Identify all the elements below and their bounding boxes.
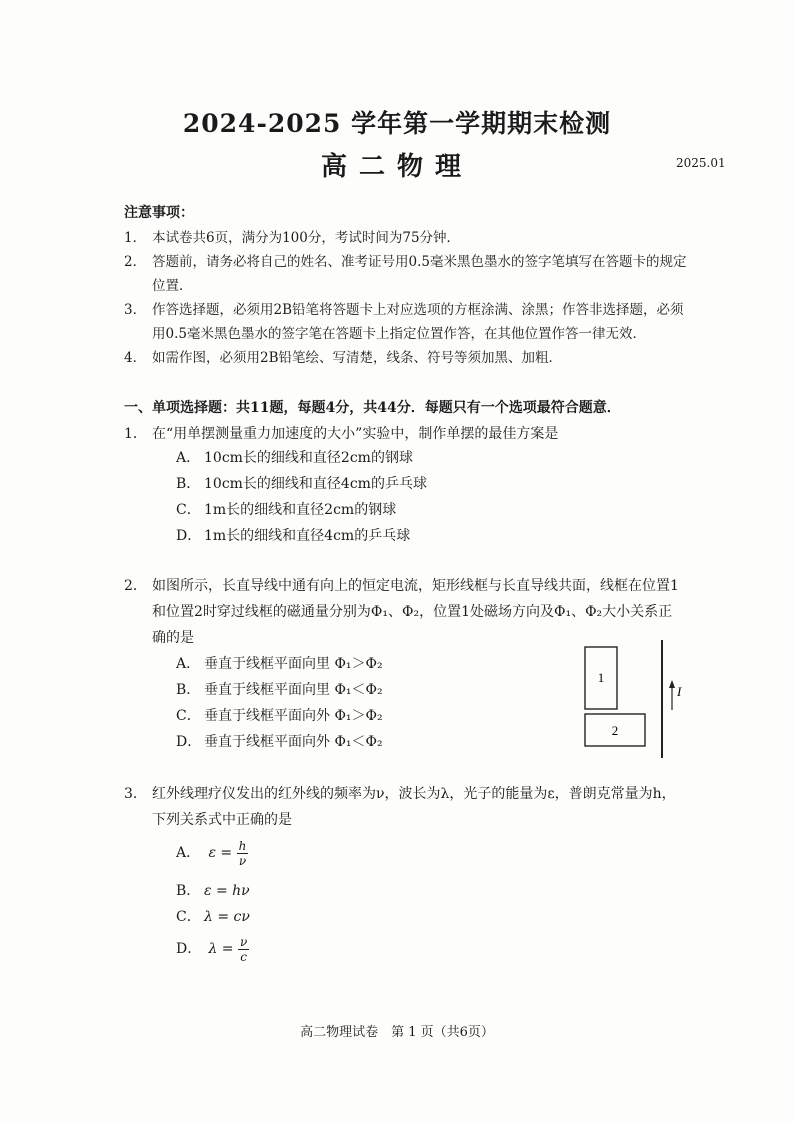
question-number: 1． (124, 426, 147, 442)
option-b (176, 880, 250, 900)
formula-fraction (237, 839, 249, 868)
current-label: I (677, 684, 682, 699)
formula-lhs: ε = (208, 845, 233, 861)
coil-1-label: 1 (597, 670, 605, 685)
option-text: 垂直于线框平面向里 Φ₁＜Φ₂ (204, 682, 383, 698)
note-line (124, 322, 734, 346)
option-c (176, 705, 383, 725)
option-d (176, 525, 410, 545)
note-text: 本试卷共6页，满分为100分，考试时间为75分钟． (152, 230, 461, 246)
option-text: 1m长的细线和直径2cm的钢球 (204, 502, 397, 518)
option-text: 垂直于线框平面向里 Φ₁＞Φ₂ (204, 656, 383, 672)
fraction-numerator: h (238, 838, 247, 853)
note-number: 1． (124, 230, 147, 246)
option-label: C． (176, 708, 201, 724)
question-text: 红外线理疗仪发出的红外线的频率为ν，波长为λ，光子的能量为ε，普朗克常量为h， (152, 786, 676, 802)
option-c (176, 906, 250, 926)
note-text: 位置． (152, 278, 193, 294)
question-stem-line (124, 599, 744, 625)
option-label: B． (176, 682, 201, 698)
note-line (124, 298, 734, 322)
option-formula: λ = cν (204, 909, 250, 925)
question-stem-line (124, 573, 744, 599)
option-label: D． (176, 528, 202, 544)
question-stem (124, 421, 744, 447)
option-text: 垂直于线框平面向外 Φ₁＜Φ₂ (204, 734, 383, 750)
note-text: 用0.5毫米黑色墨水的签字笔在答题卡上指定位置作答，在其他位置作答一律无效． (152, 326, 646, 342)
option-text: 10cm长的细线和直径4cm的乒乓球 (204, 476, 427, 492)
option-label: B． (176, 476, 201, 492)
option-label: A． (176, 845, 201, 861)
page-subtitle: 高二物理 (320, 152, 473, 182)
option-label: B． (176, 883, 201, 899)
question-text: 在“用单摆测量重力加速度的大小”实验中，制作单摆的最佳方案是 (152, 426, 559, 442)
wire-and-coil-figure (578, 640, 688, 765)
note-text: 如需作图，必须用2B铅笔绘、写清楚，线条、符号等须加黑、加粗． (152, 350, 563, 366)
option-label: D． (176, 941, 202, 957)
option-b (176, 473, 427, 493)
question-number: 3． (124, 786, 147, 802)
question-stem-line (124, 807, 744, 833)
option-text: 1m长的细线和直径4cm的乒乓球 (204, 528, 411, 544)
question-text: 如图所示，长直导线中通有向上的恒定电流，矩形线框与长直导线共面，线框在位置1 (152, 578, 679, 594)
option-a (176, 447, 413, 467)
option-label: A． (176, 450, 201, 466)
note-text: 作答选择题，必须用2B铅笔将答题卡上对应选项的方框涂满、涂黑；作答非选择题，必须 (152, 302, 684, 318)
note-number: 2． (124, 254, 147, 270)
note-line (124, 346, 734, 370)
option-formula: ε = hν (204, 883, 250, 899)
page-footer: 高二物理试卷 第 1 页（共6页） (300, 1025, 494, 1040)
option-label: D． (176, 734, 202, 750)
notes-list (124, 226, 734, 370)
note-line (124, 274, 734, 298)
note-number: 3． (124, 302, 147, 318)
note-text: 答题前，请务必将自己的姓名、准考证号用0.5毫米黑色墨水的签字笔填写在答题卡的规定 (152, 254, 687, 270)
note-line (124, 250, 734, 274)
option-d (176, 931, 249, 967)
note-number: 4． (124, 350, 147, 366)
question-text: 下列关系式中正确的是 (152, 812, 292, 828)
question-number: 2． (124, 578, 147, 594)
fraction-numerator: ν (239, 934, 248, 949)
option-label: C． (176, 909, 201, 925)
option-b (176, 679, 383, 699)
fraction-denominator: c (240, 949, 247, 964)
fraction-denominator: ν (238, 853, 247, 868)
question-text: 和位置2时穿过线框的磁通量分别为Φ₁、Φ₂，位置1处磁场方向及Φ₁、Φ₂大小关系正 (152, 604, 673, 620)
option-c (176, 499, 396, 519)
option-a (176, 835, 248, 871)
exam-date: 2025.01 (676, 156, 726, 170)
question-stem-line (124, 781, 744, 807)
formula-fraction (238, 935, 249, 964)
formula-lhs: λ = (208, 941, 234, 957)
option-label: C． (176, 502, 201, 518)
notes-heading: 注意事项： (124, 205, 194, 221)
option-a (176, 653, 383, 673)
option-text: 垂直于线框平面向外 Φ₁＞Φ₂ (204, 708, 383, 724)
question-text: 确的是 (152, 630, 194, 646)
coil-2-label: 2 (611, 723, 619, 738)
question-1 (124, 421, 744, 447)
note-line (124, 226, 734, 250)
page-title: 2024-2025 学年第一学期期末检测 (182, 109, 612, 138)
option-label: A． (176, 656, 201, 672)
option-d (176, 731, 383, 751)
option-text: 10cm长的细线和直径2cm的钢球 (204, 450, 413, 466)
question-3 (124, 781, 744, 833)
current-arrow-head (669, 680, 675, 688)
section-heading: 一、单项选择题：共11题，每题4分，共44分．每题只有一个选项最符合题意． (124, 400, 621, 416)
